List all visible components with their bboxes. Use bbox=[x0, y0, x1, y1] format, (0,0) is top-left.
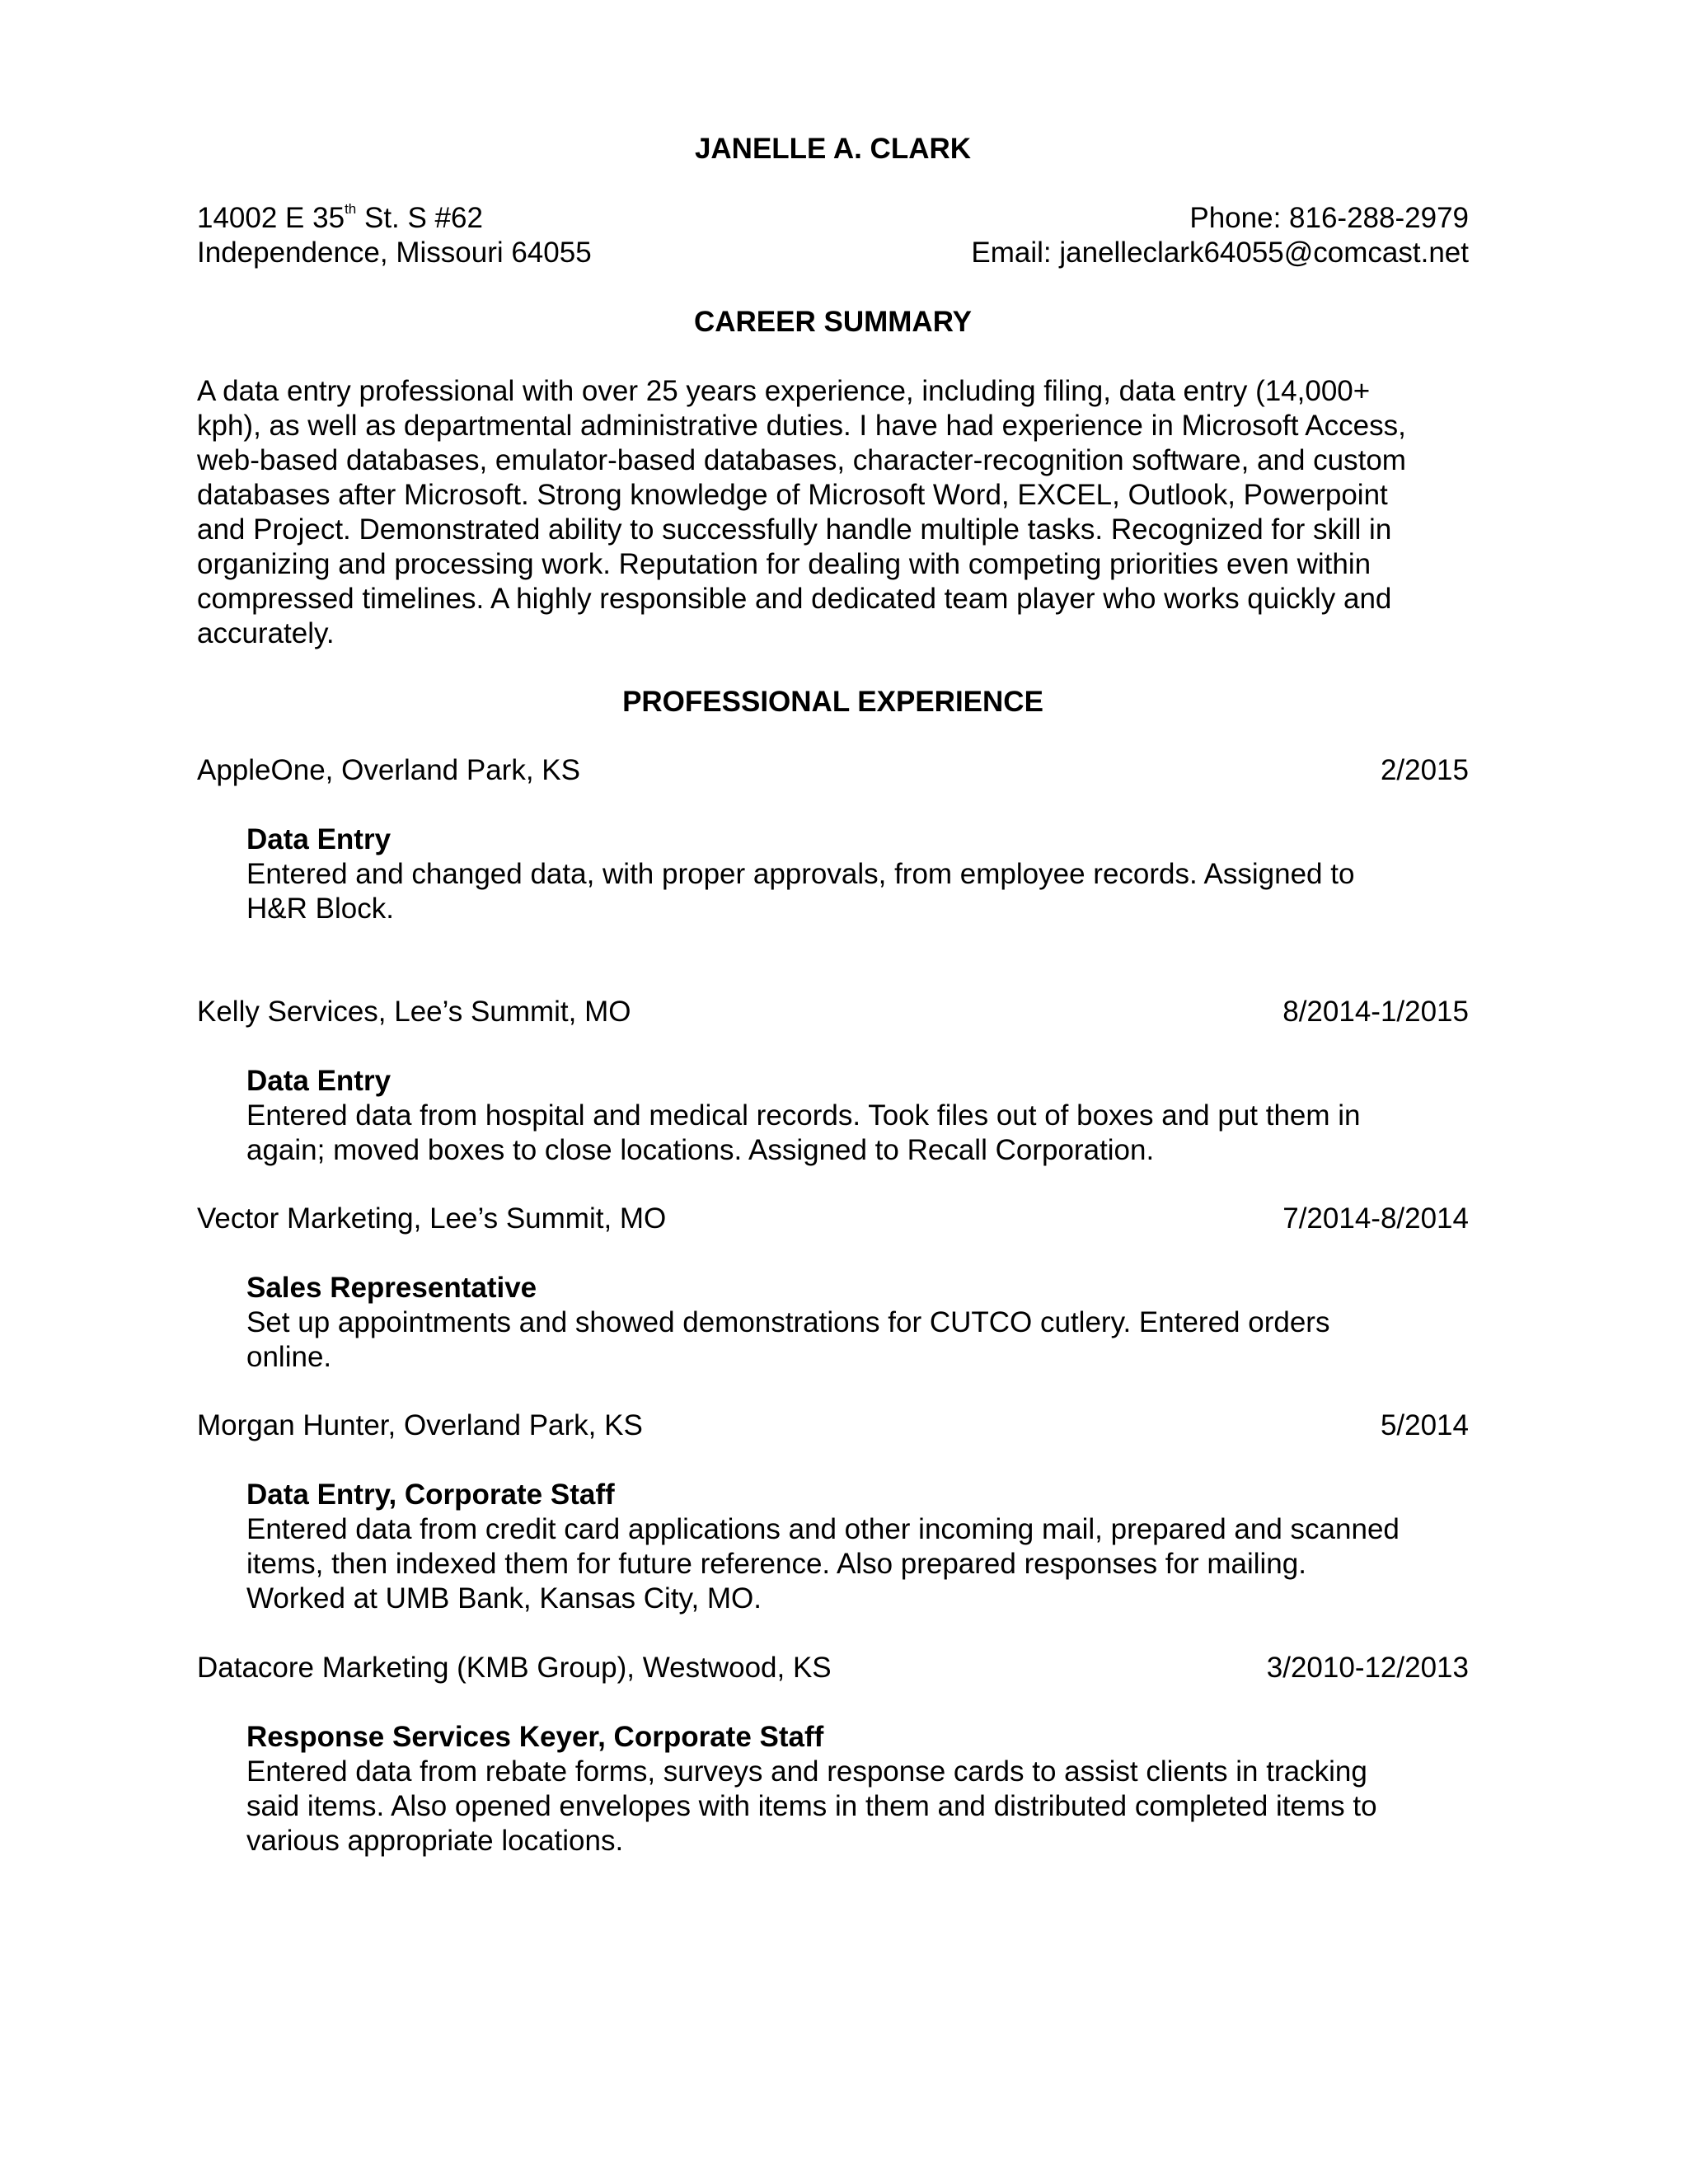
job-description-line: H&R Block. bbox=[246, 893, 394, 925]
job-dates: 3/2010-12/2013 bbox=[1266, 1652, 1469, 1684]
job-description-line: online. bbox=[246, 1341, 332, 1373]
summary-line: organizing and processing work. Reputation for dealing with competing priorities even within bbox=[197, 548, 1372, 580]
job-description-line: items, then indexed them for future reference. Also prepared responses for mailing. bbox=[246, 1548, 1306, 1580]
job-detail bbox=[246, 1720, 1469, 1858]
job-header bbox=[197, 753, 1469, 788]
summary-line: A data entry professional with over 25 years experience, including filing, data entry (14,000+ bbox=[197, 375, 1371, 407]
job-employer: AppleOne, Overland Park, KS bbox=[197, 754, 580, 786]
job-detail bbox=[246, 1064, 1469, 1168]
summary-line: accurately. bbox=[197, 617, 335, 649]
summary-line: and Project. Demonstrated ability to successfully handle multiple tasks. Recognized for skill in bbox=[197, 513, 1392, 546]
job-employer: Kelly Services, Lee’s Summit, MO bbox=[197, 996, 631, 1028]
job-detail bbox=[246, 1478, 1469, 1616]
job-title: Data Entry bbox=[246, 1065, 392, 1097]
job-dates: 7/2014-8/2014 bbox=[1282, 1202, 1469, 1235]
job-dates: 5/2014 bbox=[1380, 1409, 1469, 1441]
job-detail bbox=[246, 823, 1469, 926]
job-title: Response Services Keyer, Corporate Staff bbox=[246, 1721, 824, 1753]
job-description-line: Entered data from hospital and medical records. Took files out of boxes and put them in bbox=[246, 1099, 1361, 1132]
contact-row-1 bbox=[197, 201, 1469, 236]
job-header bbox=[197, 1651, 1469, 1685]
career-summary-text bbox=[197, 374, 1469, 651]
job-description-line: Entered data from rebate forms, surveys and response cards to assist clients in tracking bbox=[246, 1755, 1367, 1788]
job-title: Data Entry bbox=[246, 823, 392, 855]
summary-line: compressed timelines. A highly responsible and dedicated team player who works quickly and bbox=[197, 583, 1392, 615]
summary-line: databases after Microsoft. Strong knowledge of Microsoft Word, EXCEL, Outlook, Powerpoint bbox=[197, 479, 1388, 511]
resume-page bbox=[197, 0, 1469, 2184]
job-header bbox=[197, 995, 1469, 1029]
job-header bbox=[197, 1408, 1469, 1443]
job-description-line: Entered and changed data, with proper approvals, from employee records. Assigned to bbox=[246, 858, 1355, 890]
address-line-1: 14002 E 35th St. S #62 bbox=[197, 201, 483, 234]
job-header bbox=[197, 1202, 1469, 1236]
job-description-line: Worked at UMB Bank, Kansas City, MO. bbox=[246, 1582, 762, 1615]
phone-number: Phone: 816-288-2979 bbox=[1189, 202, 1469, 234]
job-detail bbox=[246, 1271, 1469, 1375]
job-description-line: again; moved boxes to close locations. Assigned to Recall Corporation. bbox=[246, 1134, 1155, 1166]
career-summary-heading: CAREER SUMMARY bbox=[693, 306, 973, 338]
email-address: Email: janelleclark64055@comcast.net bbox=[971, 237, 1469, 269]
job-description-line: Set up appointments and showed demonstrations for CUTCO cutlery. Entered orders bbox=[246, 1306, 1330, 1338]
job-title: Sales Representative bbox=[246, 1272, 537, 1304]
professional-experience-heading: PROFESSIONAL EXPERIENCE bbox=[622, 686, 1043, 718]
job-dates: 2/2015 bbox=[1380, 754, 1469, 786]
job-description-line: various appropriate locations. bbox=[246, 1825, 624, 1857]
job-dates: 8/2014-1/2015 bbox=[1282, 996, 1469, 1028]
resume-name: JANELLE A. CLARK bbox=[694, 133, 972, 165]
job-description-line: Entered data from credit card applications and other incoming mail, prepared and scanned bbox=[246, 1513, 1400, 1545]
summary-line: kph), as well as departmental administrative duties. I have had experience in Microsoft Access, bbox=[197, 410, 1406, 442]
summary-line: web-based databases, emulator-based databases, character-recognition software, and custom bbox=[197, 444, 1406, 476]
job-employer: Datacore Marketing (KMB Group), Westwood, KS bbox=[197, 1652, 832, 1684]
job-description-line: said items. Also opened envelopes with items in them and distributed completed items to bbox=[246, 1790, 1377, 1822]
job-employer: Morgan Hunter, Overland Park, KS bbox=[197, 1409, 643, 1441]
contact-row-2 bbox=[197, 236, 1469, 270]
address-line-2: Independence, Missouri 64055 bbox=[197, 237, 592, 269]
job-title: Data Entry, Corporate Staff bbox=[246, 1479, 615, 1511]
job-employer: Vector Marketing, Lee’s Summit, MO bbox=[197, 1202, 667, 1235]
